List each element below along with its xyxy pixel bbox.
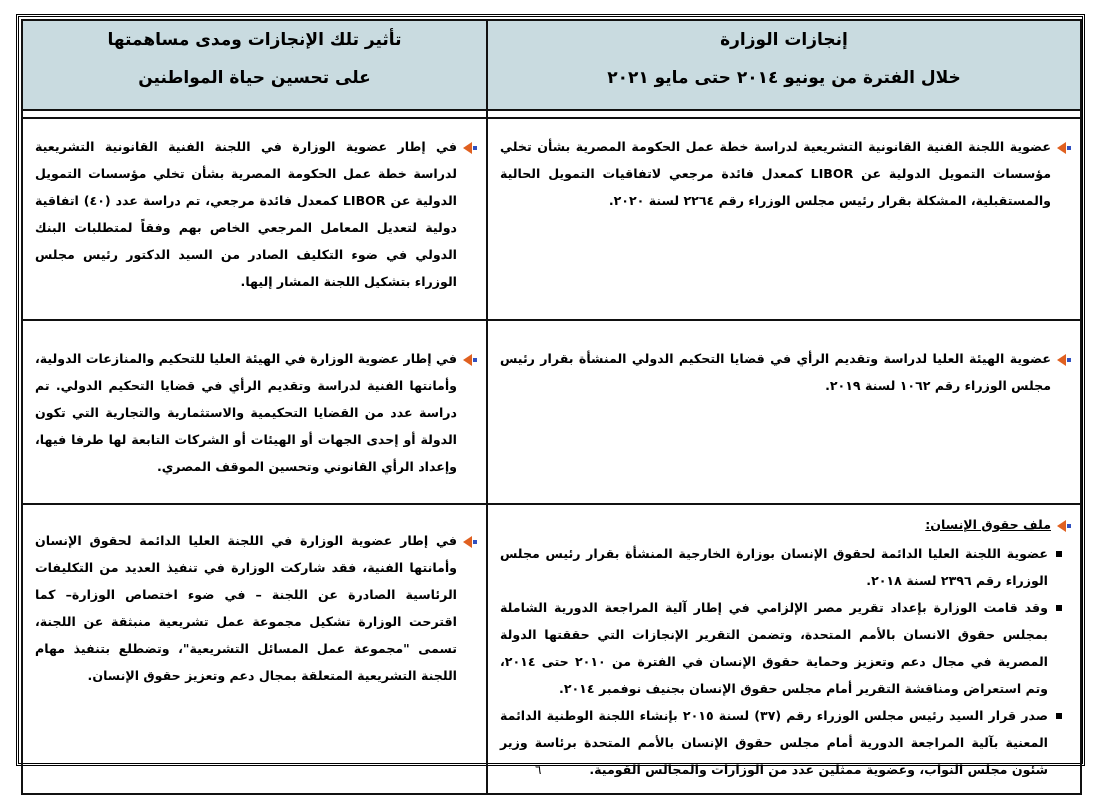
square-bullet-icon <box>1056 713 1062 719</box>
achievement-cell <box>487 118 1081 320</box>
header-impact-line2: على تحسين حياة المواطنين <box>138 68 371 88</box>
header-impact <box>22 20 487 110</box>
page-number: ٦ <box>535 763 542 777</box>
table-row <box>22 320 1081 504</box>
table-row <box>22 504 1081 794</box>
header-achievements-line2: خلال الفترة من يونيو ٢٠١٤ حتى مايو ٢٠٢١ <box>607 68 961 88</box>
human-rights-list <box>500 540 1066 783</box>
achievement-text: عضوية الهيئة العليا لدراسة وتقديم الرأي في قضايا التحكيم الدولي المنشأة بقرار رئيس مجلس الوزراء رقم ١٠٦٢ لسنة ٢٠١٩. <box>500 351 1051 393</box>
arrow-bullet-icon <box>463 536 472 548</box>
arrow-bullet-icon <box>463 354 472 366</box>
arrow-bullet-icon <box>1057 520 1066 532</box>
impact-text: في إطار عضوية الوزارة في اللجنة العليا الدائمة لحقوق الإنسان وأمانتها الفنية، فقد شاركت الوزارة في تنفيذ العديد من التكليفات الرئاسية الصادرة عن اللجنة – في ضوء اختصاص الوزارة– كما اقترحت الوزارة تشكيل مجموعة عمل تشريعية منبثقة عن اللجنة، تسمى "مجموعة عمل المسائل التشريعية"، وتضطلع بتنفيذ مهام اللجنة التشريعية المتعلقة بمجال دعم وتعزيز حقوق الإنسان. <box>35 533 457 683</box>
achievements-table <box>21 19 1082 795</box>
page-frame <box>16 14 1085 777</box>
square-bullet-icon <box>1056 551 1062 557</box>
impact-cell <box>22 320 487 504</box>
impact-cell <box>22 504 487 794</box>
table-row <box>22 118 1081 320</box>
achievement-cell <box>487 504 1081 794</box>
arrow-bullet-icon <box>463 142 472 154</box>
header-achievements <box>487 20 1081 110</box>
list-item: صدر قرار السيد رئيس مجلس الوزراء رقم (٣٧) لسنة ٢٠١٥ بإنشاء اللجنة الوطنية الدائمة المعنية بآلية المراجعة الدورية أمام مجلس حقوق الإنسان بالأمم المتحدة برئاسة وزير شئون مجلس النواب، وعضوية ممثلين عدد من الوزارات والمجالس القومية. <box>500 702 1066 783</box>
header-row <box>22 20 1081 110</box>
list-item: عضوية اللجنة العليا الدائمة لحقوق الإنسان بوزارة الخارجية المنشأة بقرار رئيس مجلس الوزراء رقم ٢٣٩٦ لسنة ٢٠١٨. <box>500 540 1066 594</box>
header-impact-line1: تأثير تلك الإنجازات ومدى مساهمتها <box>107 30 402 50</box>
impact-cell <box>22 118 487 320</box>
header-achievements-line1: إنجازات الوزارة <box>720 30 848 50</box>
achievement-text: عضوية اللجنة الفنية القانونية التشريعية لدراسة خطة عمل الحكومة المصرية بشأن تخلي مؤسسات التمويل الدولية عن LIBOR كمعدل فائدة مرجعي لاتفاقيات التمويل الحالية والمستقبلية، المشكلة بقرار رئيس مجلس الوزراء رقم ٢٢٦٤ لسنة ٢٠٢٠. <box>500 139 1051 208</box>
section-title: ملف حقوق الإنسان: <box>925 517 1051 532</box>
arrow-bullet-icon <box>1057 142 1066 154</box>
impact-text: في إطار عضوية الوزارة في الهيئة العليا للتحكيم والمنازعات الدولية، وأمانتها الفنية لدراسة وتقديم الرأي في قضايا التحكيم الدولي. تم دراسة عدد من القضايا التحكيمية والاستثمارية والتجارية التي تكون الدولة أو إحدى الجهات أو الهيئات أو الشركات التابعة لها طرفا فيها، وإعداد الرأي القانوني وتحسين الموقف المصري. <box>35 351 457 474</box>
arrow-bullet-icon <box>1057 354 1066 366</box>
square-bullet-icon <box>1056 605 1062 611</box>
list-item: وقد قامت الوزارة بإعداد تقرير مصر الإلزامي في إطار آلية المراجعة الدورية الشاملة بمجلس حقوق الانسان بالأمم المتحدة، وتضمن التقرير الإنجازات التي حققتها الدولة المصرية في مجال دعم وتعزيز وحماية حقوق الإنسان في الفترة من ٢٠١٠ حتى ٢٠١٤، وتم استعراض ومناقشة التقرير أمام مجلس حقوق الإنسان بجنيف نوفمبر ٢٠١٤. <box>500 594 1066 702</box>
spacer-row <box>22 110 1081 118</box>
achievement-cell <box>487 320 1081 504</box>
impact-text: في إطار عضوية الوزارة في اللجنة الفنية القانونية التشريعية لدراسة خطة عمل الحكومة المصرية بشأن تخلي مؤسسات التمويل الدولية عن LIBOR كمعدل فائدة مرجعي، تم دراسة عدد (٤٠) اتفاقية دولية لتعديل المعامل المرجعي الخاص بهم وفقاً لمتطلبات البنك الدولي في ضوء التكليف الصادر من السيد الدكتور رئيس مجلس الوزراء بتشكيل اللجنة المشار إليها. <box>35 139 457 289</box>
